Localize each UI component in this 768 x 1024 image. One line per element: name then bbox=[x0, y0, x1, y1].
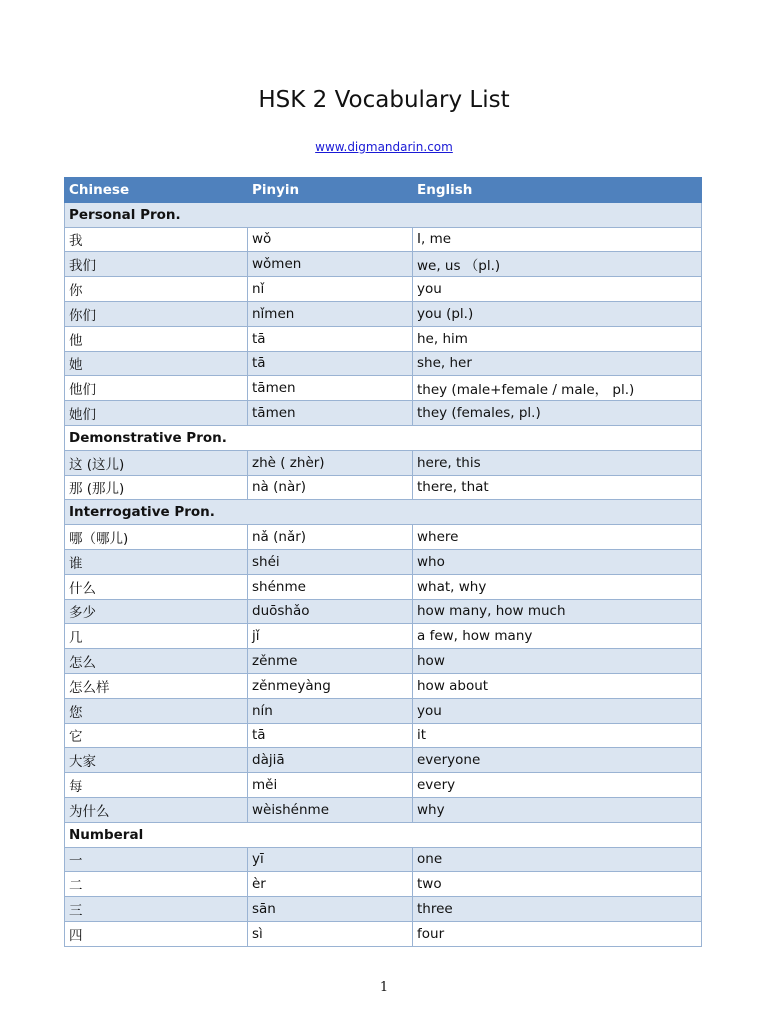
pinyin-cell: sān bbox=[248, 897, 413, 922]
table-row bbox=[65, 624, 702, 649]
section-row bbox=[65, 500, 702, 525]
english-cell: I, me bbox=[413, 227, 702, 252]
chinese-cell: 三 bbox=[65, 897, 248, 922]
pinyin-cell: zěnme bbox=[248, 649, 413, 674]
chinese-cell: 他 bbox=[65, 326, 248, 351]
pinyin-cell: èr bbox=[248, 872, 413, 897]
pinyin-cell: wǒ bbox=[248, 227, 413, 252]
english-cell: it bbox=[413, 723, 702, 748]
table-row bbox=[65, 475, 702, 500]
section-heading: Demonstrative Pron. bbox=[65, 425, 702, 450]
table-row bbox=[65, 748, 702, 773]
chinese-cell: 谁 bbox=[65, 549, 248, 574]
chinese-cell: 一 bbox=[65, 847, 248, 872]
table-row bbox=[65, 897, 702, 922]
page-title: HSK 2 Vocabulary List bbox=[258, 87, 510, 113]
chinese-cell: 每 bbox=[65, 773, 248, 798]
chinese-cell: 它 bbox=[65, 723, 248, 748]
chinese-cell: 她们 bbox=[65, 401, 248, 426]
pinyin-cell: sì bbox=[248, 921, 413, 946]
chinese-cell: 您 bbox=[65, 698, 248, 723]
pinyin-cell: nǐmen bbox=[248, 301, 413, 326]
chinese-cell: 我们 bbox=[65, 252, 248, 277]
chinese-cell: 哪（哪儿) bbox=[65, 525, 248, 550]
table-row bbox=[65, 525, 702, 550]
english-cell: you bbox=[413, 277, 702, 302]
pinyin-cell: yī bbox=[248, 847, 413, 872]
table-row bbox=[65, 351, 702, 376]
chinese-cell: 二 bbox=[65, 872, 248, 897]
english-cell: everyone bbox=[413, 748, 702, 773]
table-row bbox=[65, 301, 702, 326]
table-row bbox=[65, 673, 702, 698]
chinese-cell: 你 bbox=[65, 277, 248, 302]
english-cell: four bbox=[413, 921, 702, 946]
table-row bbox=[65, 599, 702, 624]
english-cell: two bbox=[413, 872, 702, 897]
chinese-cell: 怎么 bbox=[65, 649, 248, 674]
chinese-cell: 你们 bbox=[65, 301, 248, 326]
english-cell: every bbox=[413, 773, 702, 798]
chinese-cell: 怎么样 bbox=[65, 673, 248, 698]
english-cell: here, this bbox=[413, 450, 702, 475]
pinyin-cell: wǒmen bbox=[248, 252, 413, 277]
page-number: 1 bbox=[379, 980, 389, 995]
pinyin-cell: tā bbox=[248, 351, 413, 376]
vocabulary-table bbox=[64, 177, 702, 947]
chinese-cell: 什么 bbox=[65, 574, 248, 599]
table-row bbox=[65, 549, 702, 574]
chinese-cell: 他们 bbox=[65, 376, 248, 401]
table-row bbox=[65, 252, 702, 277]
table-row bbox=[65, 921, 702, 946]
section-heading: Personal Pron. bbox=[65, 202, 702, 227]
table-body bbox=[65, 202, 702, 946]
pinyin-cell: wèishénme bbox=[248, 797, 413, 822]
chinese-cell: 几 bbox=[65, 624, 248, 649]
chinese-cell: 那 (那儿) bbox=[65, 475, 248, 500]
table-row bbox=[65, 698, 702, 723]
english-cell: three bbox=[413, 897, 702, 922]
table-header bbox=[65, 178, 702, 203]
chinese-cell: 这 (这儿) bbox=[65, 450, 248, 475]
chinese-cell: 大家 bbox=[65, 748, 248, 773]
website-link[interactable]: www.digmandarin.com bbox=[315, 140, 453, 154]
table-row bbox=[65, 277, 702, 302]
pinyin-cell: zhè ( zhèr) bbox=[248, 450, 413, 475]
table-row bbox=[65, 773, 702, 798]
english-cell: you bbox=[413, 698, 702, 723]
website-link-container bbox=[0, 140, 768, 154]
english-cell: one bbox=[413, 847, 702, 872]
column-header-chinese: Chinese bbox=[65, 178, 248, 203]
chinese-cell: 四 bbox=[65, 921, 248, 946]
table-row bbox=[65, 797, 702, 822]
pinyin-cell: tāmen bbox=[248, 401, 413, 426]
pinyin-cell: tāmen bbox=[248, 376, 413, 401]
english-cell: you (pl.) bbox=[413, 301, 702, 326]
pinyin-cell: měi bbox=[248, 773, 413, 798]
english-cell: where bbox=[413, 525, 702, 550]
pinyin-cell: nà (nàr) bbox=[248, 475, 413, 500]
english-cell: who bbox=[413, 549, 702, 574]
chinese-cell: 多少 bbox=[65, 599, 248, 624]
column-header-english: English bbox=[413, 178, 702, 203]
table-row bbox=[65, 847, 702, 872]
pinyin-cell: zěnmeyàng bbox=[248, 673, 413, 698]
table-row bbox=[65, 450, 702, 475]
pinyin-cell: tā bbox=[248, 326, 413, 351]
table-row bbox=[65, 326, 702, 351]
pinyin-cell: nǐ bbox=[248, 277, 413, 302]
chinese-cell: 她 bbox=[65, 351, 248, 376]
table-row bbox=[65, 376, 702, 401]
chinese-cell: 我 bbox=[65, 227, 248, 252]
table-row bbox=[65, 401, 702, 426]
english-cell: she, her bbox=[413, 351, 702, 376]
section-row bbox=[65, 202, 702, 227]
section-row bbox=[65, 822, 702, 847]
english-cell: how bbox=[413, 649, 702, 674]
section-heading: Interrogative Pron. bbox=[65, 500, 702, 525]
english-cell: they (females, pl.) bbox=[413, 401, 702, 426]
english-cell: how many, how much bbox=[413, 599, 702, 624]
english-cell: a few, how many bbox=[413, 624, 702, 649]
column-header-pinyin: Pinyin bbox=[248, 178, 413, 203]
english-cell: we, us （pl.) bbox=[413, 252, 702, 277]
pinyin-cell: nín bbox=[248, 698, 413, 723]
english-cell: they (male+female / male， pl.) bbox=[413, 376, 702, 401]
pinyin-cell: jǐ bbox=[248, 624, 413, 649]
pinyin-cell: shénme bbox=[248, 574, 413, 599]
table-row bbox=[65, 574, 702, 599]
pinyin-cell: tā bbox=[248, 723, 413, 748]
pinyin-cell: dàjiā bbox=[248, 748, 413, 773]
english-cell: what, why bbox=[413, 574, 702, 599]
english-cell: why bbox=[413, 797, 702, 822]
table-row bbox=[65, 227, 702, 252]
section-heading: Numberal bbox=[65, 822, 702, 847]
table-row bbox=[65, 649, 702, 674]
english-cell: there, that bbox=[413, 475, 702, 500]
pinyin-cell: duōshǎo bbox=[248, 599, 413, 624]
chinese-cell: 为什么 bbox=[65, 797, 248, 822]
english-cell: how about bbox=[413, 673, 702, 698]
table-row bbox=[65, 723, 702, 748]
table-row bbox=[65, 872, 702, 897]
english-cell: he, him bbox=[413, 326, 702, 351]
section-row bbox=[65, 425, 702, 450]
pinyin-cell: nǎ (nǎr) bbox=[248, 525, 413, 550]
header-row bbox=[65, 178, 702, 203]
pinyin-cell: shéi bbox=[248, 549, 413, 574]
